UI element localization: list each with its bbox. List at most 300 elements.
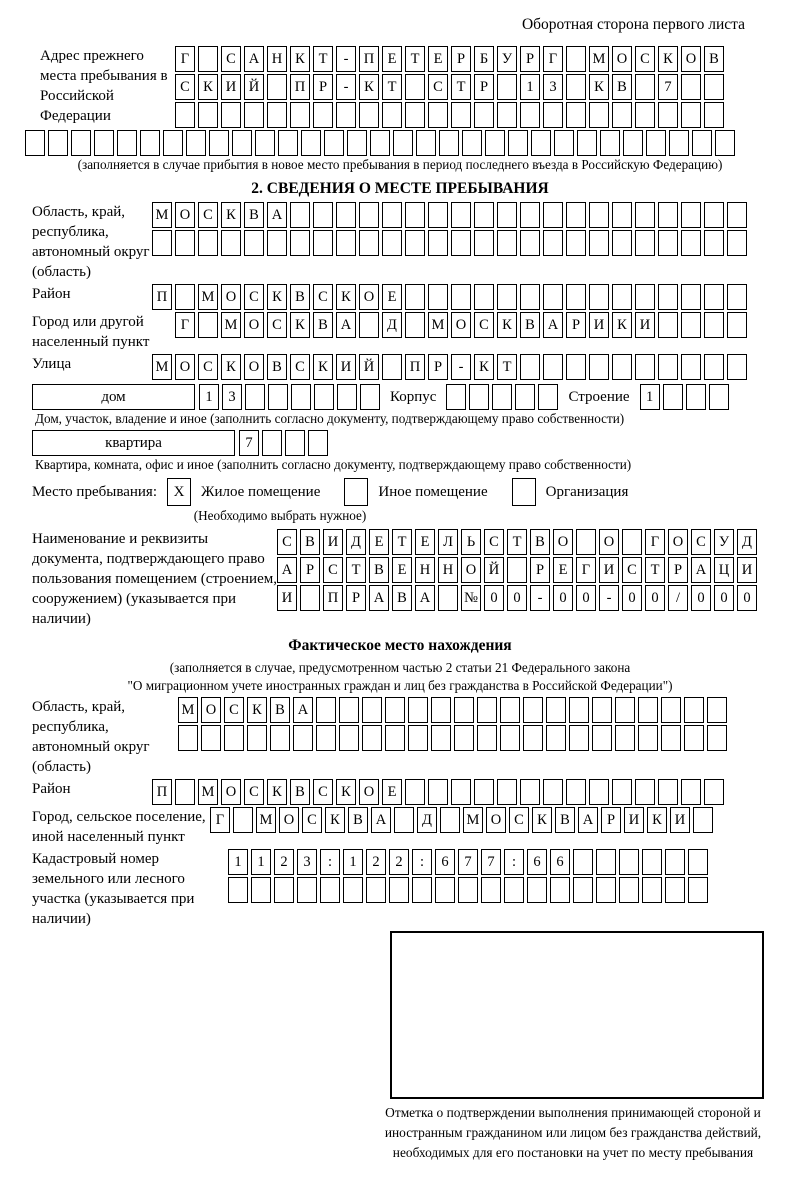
char-cell[interactable] bbox=[688, 877, 708, 903]
char-cell[interactable] bbox=[622, 529, 642, 555]
char-cell[interactable] bbox=[523, 697, 543, 723]
char-cell[interactable]: Л bbox=[438, 529, 458, 555]
char-cell[interactable]: К bbox=[221, 354, 241, 380]
char-cell[interactable] bbox=[619, 877, 639, 903]
char-cell[interactable] bbox=[362, 697, 382, 723]
char-cell[interactable]: А bbox=[369, 585, 389, 611]
char-cell[interactable]: / bbox=[668, 585, 688, 611]
char-cell[interactable] bbox=[589, 284, 609, 310]
char-cell[interactable]: К bbox=[589, 74, 609, 100]
char-cell[interactable]: А bbox=[293, 697, 313, 723]
char-cell[interactable] bbox=[577, 130, 597, 156]
char-cell[interactable]: 0 bbox=[737, 585, 757, 611]
char-cell[interactable] bbox=[290, 102, 310, 128]
char-cell[interactable] bbox=[247, 725, 267, 751]
char-cell[interactable] bbox=[347, 130, 367, 156]
char-cell[interactable] bbox=[198, 102, 218, 128]
char-cell[interactable] bbox=[661, 725, 681, 751]
char-cell[interactable] bbox=[255, 130, 275, 156]
char-cell[interactable]: 0 bbox=[576, 585, 596, 611]
char-cell[interactable]: Г bbox=[645, 529, 665, 555]
char-cell[interactable]: Р bbox=[451, 46, 471, 72]
char-cell[interactable]: О bbox=[553, 529, 573, 555]
char-cell[interactable] bbox=[642, 877, 662, 903]
char-cell[interactable]: 3 bbox=[297, 849, 317, 875]
char-cell[interactable]: С bbox=[221, 46, 241, 72]
char-cell[interactable] bbox=[615, 697, 635, 723]
char-cell[interactable]: К bbox=[497, 312, 517, 338]
char-cell[interactable] bbox=[635, 202, 655, 228]
char-cell[interactable]: Н bbox=[267, 46, 287, 72]
char-cell[interactable]: П bbox=[152, 779, 172, 805]
char-cell[interactable] bbox=[646, 130, 666, 156]
char-cell[interactable]: В bbox=[300, 529, 320, 555]
char-cell[interactable]: В bbox=[313, 312, 333, 338]
char-cell[interactable] bbox=[451, 202, 471, 228]
char-cell[interactable] bbox=[198, 230, 218, 256]
char-cell[interactable]: 1 bbox=[228, 849, 248, 875]
char-cell[interactable] bbox=[320, 877, 340, 903]
char-cell[interactable] bbox=[692, 130, 712, 156]
char-cell[interactable] bbox=[446, 384, 466, 410]
char-cell[interactable] bbox=[474, 230, 494, 256]
char-cell[interactable] bbox=[439, 130, 459, 156]
char-cell[interactable]: К bbox=[325, 807, 345, 833]
char-cell[interactable] bbox=[497, 102, 517, 128]
char-cell[interactable]: А bbox=[415, 585, 435, 611]
char-cell[interactable]: М bbox=[152, 354, 172, 380]
char-cell[interactable]: С bbox=[277, 529, 297, 555]
char-cell[interactable] bbox=[543, 284, 563, 310]
char-cell[interactable]: О bbox=[599, 529, 619, 555]
char-cell[interactable] bbox=[454, 697, 474, 723]
char-cell[interactable] bbox=[221, 230, 241, 256]
char-cell[interactable] bbox=[251, 877, 271, 903]
char-cell[interactable]: В bbox=[244, 202, 264, 228]
char-cell[interactable] bbox=[274, 877, 294, 903]
char-cell[interactable]: И bbox=[624, 807, 644, 833]
char-cell[interactable] bbox=[500, 697, 520, 723]
char-cell[interactable] bbox=[497, 230, 517, 256]
char-cell[interactable]: : bbox=[320, 849, 340, 875]
char-cell[interactable] bbox=[474, 284, 494, 310]
char-cell[interactable] bbox=[531, 130, 551, 156]
char-cell[interactable]: Т bbox=[392, 529, 412, 555]
char-cell[interactable] bbox=[405, 312, 425, 338]
char-cell[interactable] bbox=[267, 74, 287, 100]
char-cell[interactable] bbox=[405, 230, 425, 256]
char-cell[interactable]: Т bbox=[497, 354, 517, 380]
char-cell[interactable] bbox=[497, 202, 517, 228]
char-cell[interactable]: С bbox=[302, 807, 322, 833]
char-cell[interactable] bbox=[244, 230, 264, 256]
char-cell[interactable]: А bbox=[244, 46, 264, 72]
char-cell[interactable] bbox=[635, 779, 655, 805]
char-cell[interactable] bbox=[727, 312, 747, 338]
char-cell[interactable]: М bbox=[428, 312, 448, 338]
char-cell[interactable]: 0 bbox=[484, 585, 504, 611]
char-cell[interactable] bbox=[267, 102, 287, 128]
char-cell[interactable]: А bbox=[336, 312, 356, 338]
char-cell[interactable] bbox=[362, 725, 382, 751]
char-cell[interactable] bbox=[270, 725, 290, 751]
char-cell[interactable] bbox=[681, 230, 701, 256]
char-cell[interactable] bbox=[308, 430, 328, 456]
char-cell[interactable]: О bbox=[244, 354, 264, 380]
char-cell[interactable] bbox=[663, 384, 683, 410]
char-cell[interactable]: 1 bbox=[251, 849, 271, 875]
char-cell[interactable]: В bbox=[555, 807, 575, 833]
char-cell[interactable] bbox=[359, 202, 379, 228]
char-cell[interactable]: У bbox=[497, 46, 517, 72]
char-cell[interactable] bbox=[589, 102, 609, 128]
char-cell[interactable] bbox=[707, 697, 727, 723]
char-cell[interactable] bbox=[681, 312, 701, 338]
char-cell[interactable] bbox=[520, 202, 540, 228]
char-cell[interactable] bbox=[451, 779, 471, 805]
char-cell[interactable] bbox=[661, 697, 681, 723]
char-cell[interactable] bbox=[635, 284, 655, 310]
char-cell[interactable]: Р bbox=[601, 807, 621, 833]
char-cell[interactable]: М bbox=[463, 807, 483, 833]
char-cell[interactable]: А bbox=[371, 807, 391, 833]
char-cell[interactable] bbox=[727, 354, 747, 380]
char-cell[interactable]: 0 bbox=[507, 585, 527, 611]
char-cell[interactable]: К bbox=[336, 284, 356, 310]
char-cell[interactable]: С bbox=[474, 312, 494, 338]
char-cell[interactable]: С bbox=[313, 284, 333, 310]
char-cell[interactable]: О bbox=[359, 779, 379, 805]
char-cell[interactable]: Е bbox=[392, 557, 412, 583]
char-cell[interactable] bbox=[25, 130, 45, 156]
char-cell[interactable]: 1 bbox=[520, 74, 540, 100]
char-cell[interactable]: М bbox=[589, 46, 609, 72]
char-cell[interactable]: 7 bbox=[481, 849, 501, 875]
char-cell[interactable] bbox=[301, 130, 321, 156]
char-cell[interactable] bbox=[313, 102, 333, 128]
char-cell[interactable] bbox=[233, 807, 253, 833]
char-cell[interactable]: И bbox=[599, 557, 619, 583]
char-cell[interactable] bbox=[515, 384, 535, 410]
char-cell[interactable] bbox=[481, 877, 501, 903]
char-cell[interactable]: М bbox=[178, 697, 198, 723]
char-cell[interactable] bbox=[658, 230, 678, 256]
char-cell[interactable]: 0 bbox=[714, 585, 734, 611]
char-cell[interactable] bbox=[297, 877, 317, 903]
char-cell[interactable] bbox=[520, 102, 540, 128]
char-cell[interactable] bbox=[727, 230, 747, 256]
char-cell[interactable] bbox=[405, 202, 425, 228]
char-cell[interactable]: К bbox=[359, 74, 379, 100]
checkbox-other-premises[interactable] bbox=[344, 478, 368, 506]
char-cell[interactable] bbox=[428, 779, 448, 805]
char-cell[interactable]: Й bbox=[359, 354, 379, 380]
char-cell[interactable]: В bbox=[290, 284, 310, 310]
char-cell[interactable]: П bbox=[323, 585, 343, 611]
char-cell[interactable]: 1 bbox=[343, 849, 363, 875]
char-cell[interactable]: И bbox=[635, 312, 655, 338]
char-cell[interactable] bbox=[569, 725, 589, 751]
char-cell[interactable]: 7 bbox=[458, 849, 478, 875]
char-cell[interactable] bbox=[416, 130, 436, 156]
char-cell[interactable] bbox=[224, 725, 244, 751]
char-cell[interactable] bbox=[635, 354, 655, 380]
char-cell[interactable] bbox=[408, 725, 428, 751]
char-cell[interactable]: - bbox=[336, 46, 356, 72]
char-cell[interactable]: Р bbox=[566, 312, 586, 338]
char-cell[interactable] bbox=[546, 697, 566, 723]
char-cell[interactable] bbox=[497, 779, 517, 805]
char-cell[interactable] bbox=[497, 284, 517, 310]
char-cell[interactable] bbox=[520, 779, 540, 805]
char-cell[interactable] bbox=[405, 74, 425, 100]
char-cell[interactable]: А bbox=[277, 557, 297, 583]
char-cell[interactable] bbox=[313, 230, 333, 256]
char-cell[interactable] bbox=[600, 130, 620, 156]
char-cell[interactable] bbox=[268, 384, 288, 410]
char-cell[interactable]: Е bbox=[369, 529, 389, 555]
char-cell[interactable]: - bbox=[530, 585, 550, 611]
char-cell[interactable]: Д bbox=[417, 807, 437, 833]
char-cell[interactable] bbox=[665, 849, 685, 875]
char-cell[interactable] bbox=[688, 849, 708, 875]
char-cell[interactable]: П bbox=[405, 354, 425, 380]
char-cell[interactable]: Т bbox=[507, 529, 527, 555]
char-cell[interactable] bbox=[543, 102, 563, 128]
char-cell[interactable] bbox=[693, 807, 713, 833]
char-cell[interactable] bbox=[500, 725, 520, 751]
char-cell[interactable] bbox=[704, 230, 724, 256]
char-cell[interactable] bbox=[704, 102, 724, 128]
char-cell[interactable] bbox=[566, 202, 586, 228]
char-cell[interactable] bbox=[707, 725, 727, 751]
char-cell[interactable]: Р bbox=[668, 557, 688, 583]
char-cell[interactable] bbox=[589, 779, 609, 805]
char-cell[interactable]: 1 bbox=[199, 384, 219, 410]
char-cell[interactable] bbox=[370, 130, 390, 156]
char-cell[interactable] bbox=[382, 202, 402, 228]
char-cell[interactable]: Б bbox=[474, 46, 494, 72]
char-cell[interactable]: О bbox=[175, 354, 195, 380]
char-cell[interactable]: О bbox=[681, 46, 701, 72]
char-cell[interactable]: Т bbox=[382, 74, 402, 100]
char-cell[interactable]: С bbox=[198, 202, 218, 228]
char-cell[interactable] bbox=[428, 230, 448, 256]
char-cell[interactable]: 6 bbox=[550, 849, 570, 875]
char-cell[interactable] bbox=[293, 725, 313, 751]
checkbox-organization[interactable] bbox=[512, 478, 536, 506]
char-cell[interactable]: 1 bbox=[640, 384, 660, 410]
char-cell[interactable] bbox=[576, 529, 596, 555]
char-cell[interactable] bbox=[589, 230, 609, 256]
char-cell[interactable]: О bbox=[461, 557, 481, 583]
char-cell[interactable] bbox=[314, 384, 334, 410]
char-cell[interactable] bbox=[178, 725, 198, 751]
char-cell[interactable] bbox=[638, 697, 658, 723]
char-cell[interactable] bbox=[727, 202, 747, 228]
char-cell[interactable] bbox=[658, 284, 678, 310]
char-cell[interactable] bbox=[244, 102, 264, 128]
char-cell[interactable]: К bbox=[474, 354, 494, 380]
char-cell[interactable]: Е bbox=[415, 529, 435, 555]
char-cell[interactable]: - bbox=[336, 74, 356, 100]
char-cell[interactable] bbox=[412, 877, 432, 903]
char-cell[interactable]: И bbox=[323, 529, 343, 555]
char-cell[interactable] bbox=[727, 284, 747, 310]
char-cell[interactable]: В bbox=[704, 46, 724, 72]
char-cell[interactable] bbox=[324, 130, 344, 156]
char-cell[interactable] bbox=[232, 130, 252, 156]
char-cell[interactable]: О bbox=[201, 697, 221, 723]
char-cell[interactable]: Р bbox=[346, 585, 366, 611]
char-cell[interactable]: К bbox=[198, 74, 218, 100]
char-cell[interactable] bbox=[566, 230, 586, 256]
char-cell[interactable]: В bbox=[530, 529, 550, 555]
char-cell[interactable]: К bbox=[267, 284, 287, 310]
char-cell[interactable] bbox=[290, 230, 310, 256]
char-cell[interactable] bbox=[635, 102, 655, 128]
char-cell[interactable]: Т bbox=[346, 557, 366, 583]
char-cell[interactable] bbox=[474, 202, 494, 228]
char-cell[interactable] bbox=[507, 557, 527, 583]
char-cell[interactable]: С bbox=[244, 284, 264, 310]
char-cell[interactable] bbox=[209, 130, 229, 156]
char-cell[interactable]: О bbox=[359, 284, 379, 310]
char-cell[interactable] bbox=[385, 725, 405, 751]
char-cell[interactable]: О bbox=[221, 779, 241, 805]
char-cell[interactable] bbox=[385, 697, 405, 723]
char-cell[interactable] bbox=[566, 74, 586, 100]
char-cell[interactable]: Д bbox=[346, 529, 366, 555]
char-cell[interactable] bbox=[681, 284, 701, 310]
char-cell[interactable] bbox=[477, 697, 497, 723]
char-cell[interactable] bbox=[451, 230, 471, 256]
char-cell[interactable] bbox=[638, 725, 658, 751]
char-cell[interactable]: И bbox=[670, 807, 690, 833]
char-cell[interactable] bbox=[619, 849, 639, 875]
char-cell[interactable] bbox=[550, 877, 570, 903]
char-cell[interactable]: И bbox=[589, 312, 609, 338]
char-cell[interactable]: М bbox=[198, 284, 218, 310]
char-cell[interactable]: Е bbox=[553, 557, 573, 583]
char-cell[interactable]: Е bbox=[428, 46, 448, 72]
char-cell[interactable]: 7 bbox=[239, 430, 259, 456]
char-cell[interactable] bbox=[573, 849, 593, 875]
char-cell[interactable] bbox=[527, 877, 547, 903]
char-cell[interactable]: Й bbox=[244, 74, 264, 100]
char-cell[interactable]: : bbox=[412, 849, 432, 875]
char-cell[interactable]: С bbox=[313, 779, 333, 805]
char-cell[interactable] bbox=[382, 354, 402, 380]
char-cell[interactable] bbox=[337, 384, 357, 410]
char-cell[interactable]: Е bbox=[382, 779, 402, 805]
char-cell[interactable] bbox=[382, 102, 402, 128]
char-cell[interactable] bbox=[592, 697, 612, 723]
char-cell[interactable] bbox=[566, 102, 586, 128]
char-cell[interactable]: 0 bbox=[553, 585, 573, 611]
char-cell[interactable]: 2 bbox=[389, 849, 409, 875]
char-cell[interactable]: Ь bbox=[461, 529, 481, 555]
char-cell[interactable] bbox=[245, 384, 265, 410]
char-cell[interactable] bbox=[435, 877, 455, 903]
char-cell[interactable]: С bbox=[290, 354, 310, 380]
char-cell[interactable]: Р bbox=[474, 74, 494, 100]
char-cell[interactable] bbox=[596, 849, 616, 875]
char-cell[interactable] bbox=[589, 354, 609, 380]
char-cell[interactable] bbox=[508, 130, 528, 156]
char-cell[interactable]: 0 bbox=[691, 585, 711, 611]
char-cell[interactable]: С bbox=[622, 557, 642, 583]
char-cell[interactable] bbox=[359, 230, 379, 256]
char-cell[interactable] bbox=[382, 230, 402, 256]
char-cell[interactable]: А bbox=[578, 807, 598, 833]
char-cell[interactable] bbox=[538, 384, 558, 410]
char-cell[interactable]: С bbox=[198, 354, 218, 380]
char-cell[interactable]: В bbox=[520, 312, 540, 338]
char-cell[interactable] bbox=[543, 779, 563, 805]
char-cell[interactable]: С bbox=[244, 779, 264, 805]
char-cell[interactable]: С bbox=[428, 74, 448, 100]
char-cell[interactable] bbox=[152, 230, 172, 256]
char-cell[interactable] bbox=[221, 102, 241, 128]
char-cell[interactable] bbox=[94, 130, 114, 156]
char-cell[interactable] bbox=[405, 102, 425, 128]
char-cell[interactable] bbox=[186, 130, 206, 156]
char-cell[interactable]: С bbox=[175, 74, 195, 100]
char-cell[interactable] bbox=[339, 697, 359, 723]
char-cell[interactable] bbox=[681, 202, 701, 228]
char-cell[interactable]: О bbox=[668, 529, 688, 555]
char-cell[interactable] bbox=[198, 312, 218, 338]
char-cell[interactable] bbox=[198, 46, 218, 72]
char-cell[interactable] bbox=[175, 230, 195, 256]
char-cell[interactable] bbox=[339, 725, 359, 751]
char-cell[interactable] bbox=[658, 354, 678, 380]
char-cell[interactable] bbox=[291, 384, 311, 410]
char-cell[interactable] bbox=[316, 725, 336, 751]
char-cell[interactable]: Е bbox=[382, 284, 402, 310]
char-cell[interactable]: 0 bbox=[645, 585, 665, 611]
apartment-type-box[interactable]: квартира bbox=[32, 430, 235, 456]
char-cell[interactable] bbox=[492, 384, 512, 410]
char-cell[interactable] bbox=[704, 202, 724, 228]
char-cell[interactable]: К bbox=[290, 46, 310, 72]
char-cell[interactable]: А bbox=[267, 202, 287, 228]
char-cell[interactable] bbox=[394, 807, 414, 833]
char-cell[interactable] bbox=[684, 725, 704, 751]
char-cell[interactable] bbox=[359, 102, 379, 128]
char-cell[interactable]: В bbox=[267, 354, 287, 380]
char-cell[interactable] bbox=[428, 202, 448, 228]
char-cell[interactable]: Р bbox=[428, 354, 448, 380]
char-cell[interactable]: И bbox=[336, 354, 356, 380]
char-cell[interactable] bbox=[523, 725, 543, 751]
char-cell[interactable] bbox=[438, 585, 458, 611]
char-cell[interactable] bbox=[175, 779, 195, 805]
char-cell[interactable]: Г bbox=[210, 807, 230, 833]
char-cell[interactable]: 2 bbox=[366, 849, 386, 875]
char-cell[interactable] bbox=[658, 202, 678, 228]
char-cell[interactable] bbox=[458, 877, 478, 903]
char-cell[interactable] bbox=[300, 585, 320, 611]
char-cell[interactable] bbox=[543, 230, 563, 256]
char-cell[interactable] bbox=[665, 877, 685, 903]
char-cell[interactable]: В bbox=[290, 779, 310, 805]
char-cell[interactable] bbox=[669, 130, 689, 156]
char-cell[interactable] bbox=[596, 877, 616, 903]
char-cell[interactable]: Т bbox=[405, 46, 425, 72]
char-cell[interactable]: О bbox=[612, 46, 632, 72]
